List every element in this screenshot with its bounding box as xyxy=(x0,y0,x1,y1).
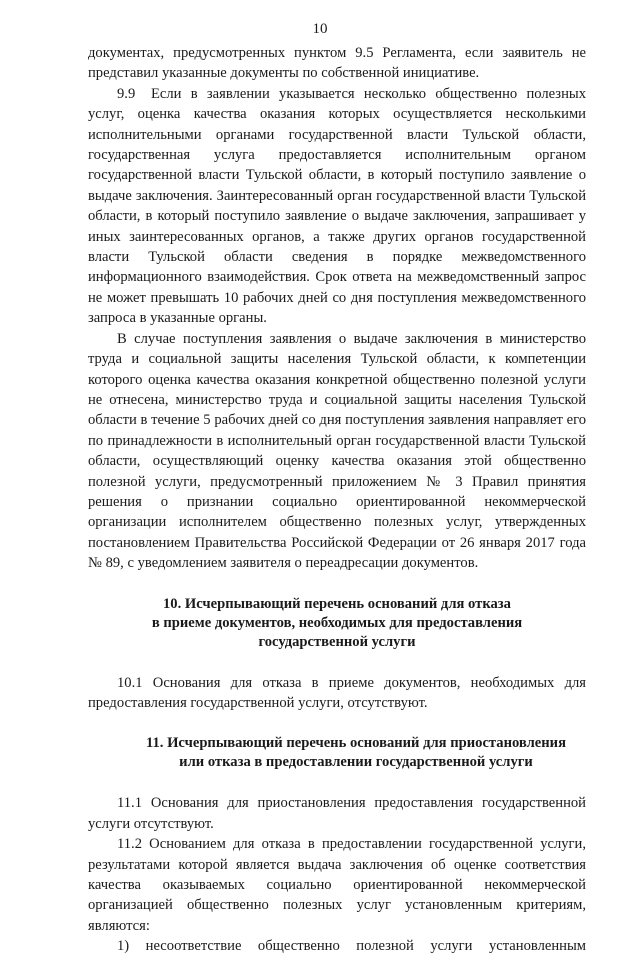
paragraph-9-9-text: Если в заявлении указывается несколько общественно полезных услуг, оценка качества оказания которых осуществляется несколькими исполнительными органами государственной власти Тульской области, государственная услуга предоставляется исполнительным органом государственной власти Тульской области, в который поступило заявление о выдаче заключения. Заинтересованный орган государственной власти Тульской области, в который поступило заявление о выдаче заключения, запрашивает у иных заинтересованных органов, а также других органов государственной власти Тульской области сведения в порядке межведомственного информационного взаимодействия. Срок ответа на межведомственный запрос не может превышать 10 рабочих дней со дня поступления межведомственного запроса в указанные органы. xyxy=(88,85,586,327)
section-10-heading-line2: в приеме документов, необходимых для предоставления xyxy=(151,614,523,631)
paragraph-10-1: 10.1 Основания для отказа в приеме документов, необходимых для предоставления государственной услуги, отсутствуют. xyxy=(88,674,586,711)
section-11-heading-line1: 11. Исчерпывающий перечень оснований для приостановления xyxy=(145,735,566,752)
paragraph-continuation: документах, предусмотренных пунктом 9.5 Регламента, если заявитель не представил указанные документы по собственной инициативе. xyxy=(88,45,586,82)
paragraph-redirect: В случае поступления заявления о выдаче заключения в министерство труда и социальной защиты населения Тульской области, к компетенции которого оценка качества оказания конкретной общественно полезной услуги не отнесена, министерство труда и социальной защиты населения Тульской области в течение 5 рабочих дней со дня поступления заявления направляет его по принадлежности в исполнительный орган государственной власти Тульской области, осуществляющий оценку качества оказания этой общественно полезной услуги, предусмотренный приложением № 3 Правил принятия решения о признании социально ориентированной некоммерческой организации исполнителем общественно полезных услуг, утвержденных постановлением Правительства Российской Федерации от 26 января 2017 года № 89, с уведомлением заявителя о переадресации документов. xyxy=(88,330,586,572)
document-body xyxy=(88,43,586,957)
section-10-heading-line1: 10. Исчерпывающий перечень оснований для отказа xyxy=(163,595,511,612)
item-number: 9.9 xyxy=(117,85,136,102)
section-11-heading-line2: или отказа в предоставлении государственной услуги xyxy=(179,754,533,771)
section-10-heading-line3: государственной услуги xyxy=(258,633,416,650)
list-item-1: 1) несоответствие общественно полезной услуги установленным xyxy=(117,938,586,955)
section-10-heading xyxy=(88,595,586,652)
section-11-heading xyxy=(88,734,586,772)
page-number: 10 xyxy=(312,21,328,37)
paragraph-11-1: 11.1 Основания для приостановления предоставления государственной услуги отсутствуют. xyxy=(88,795,586,832)
paragraph-9-9 xyxy=(88,84,586,329)
paragraph-11-2: 11.2 Основанием для отказа в предоставлении государственной услуги, результатами которой является выдача заключения об оценке соответствия качества оказываемых социально ориентированной некоммерческой организацией общественно полезных услуг установленным критериям, являются: xyxy=(88,836,586,934)
